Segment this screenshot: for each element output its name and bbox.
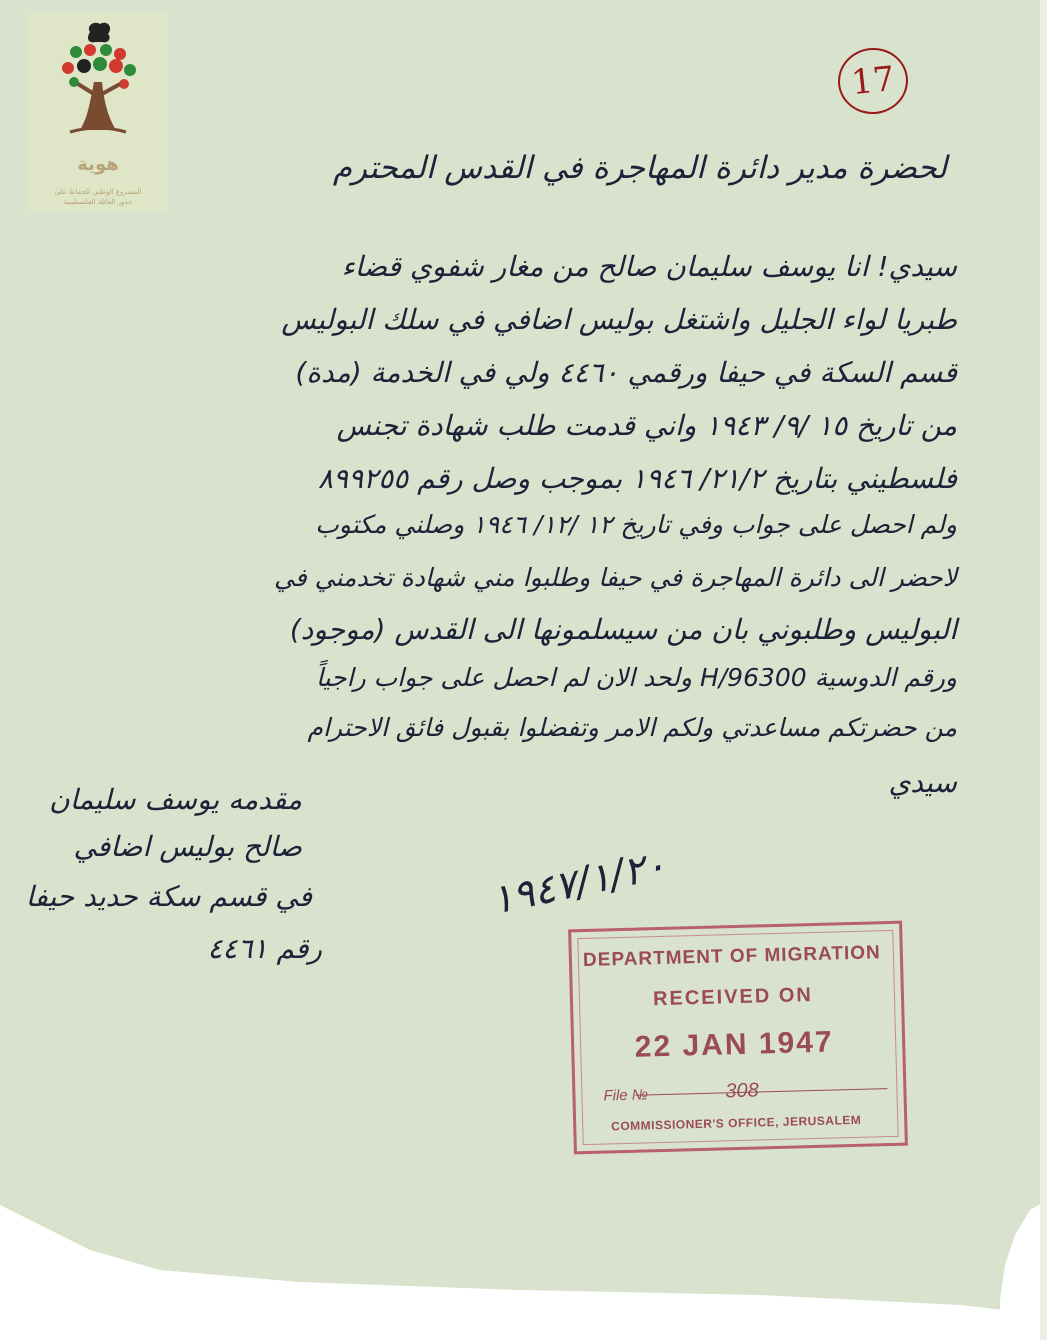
page-number: 17: [835, 45, 912, 118]
stamp-received-on: RECEIVED ON: [652, 984, 814, 1011]
letter-line: طبريا لواء الجليل واشتغل بوليس اضافي في سلك البوليس: [281, 303, 957, 336]
stamp-file-number: 308: [725, 1079, 760, 1103]
logo-tagline-1: المشروع الوطني للحفاظ على: [54, 188, 142, 196]
stamp-department: DEPARTMENT OF MIGRATION: [582, 942, 881, 972]
signature-line: مقدمه يوسف سليمان: [49, 783, 302, 816]
stamp-date: 22 JAN 1947: [634, 1025, 834, 1064]
signature-line: صالح بوليس اضافي: [73, 830, 302, 863]
logo-name: هوية: [77, 154, 119, 175]
stamp-file-label: File №: [603, 1086, 649, 1105]
letter-line: البوليس وطلبوني بان من سيسلمونها الى القدس (موجود): [289, 613, 957, 646]
heritage-logo: [28, 12, 168, 212]
letter-date: ١٩٤٧/١/٢٠: [487, 842, 671, 924]
received-stamp: [568, 921, 908, 1155]
stamp-office: COMMISSIONER'S OFFICE, JERUSALEM: [610, 1112, 862, 1134]
letter-line: قسم السكة في حيفا ورقمي ٤٤٦٠ ولي في الخدمة (مدة): [295, 356, 957, 389]
letter-line: سيدي! انا يوسف سليمان صالح من مغار شفوي قضاء: [341, 250, 957, 283]
letter-addressee: لحضرة مدير دائرة المهاجرة في القدس المحترم: [332, 150, 947, 186]
family-tree-icon: [28, 12, 168, 152]
letter-line: من تاريخ ١٥ /٩/ ١٩٤٣ واني قدمت طلب شهادة تجنس: [336, 409, 957, 442]
letter-line: لاحضر الى دائرة المهاجرة في حيفا وطلبوا مني شهادة تخدمني في: [273, 563, 957, 592]
letter-line: ورقم الدوسية H/96300 ولحد الان لم احصل على جواب راجياً: [316, 663, 957, 692]
letter-line: من حضرتكم مساعدتي ولكم الامر وتفضلوا بقبول فائق الاحترام: [307, 713, 957, 742]
letter-closing: سيدي: [888, 766, 957, 799]
signature-line: رقم ٤٤٦١: [207, 932, 322, 965]
signature-line: في قسم سكة حديد حيفا: [25, 880, 312, 913]
logo-tagline-2: جذور العائلة الفلسطينية: [63, 198, 133, 206]
letter-line: فلسطيني بتاريخ ٢١/٢/ ١٩٤٦ بموجب وصل رقم ٨٩٩٢٥٥: [317, 462, 957, 495]
letter-line: ولم احصل على جواب وفي تاريخ ١٢ /١٢/ ١٩٤٦ وصلني مكتوب: [315, 510, 957, 539]
